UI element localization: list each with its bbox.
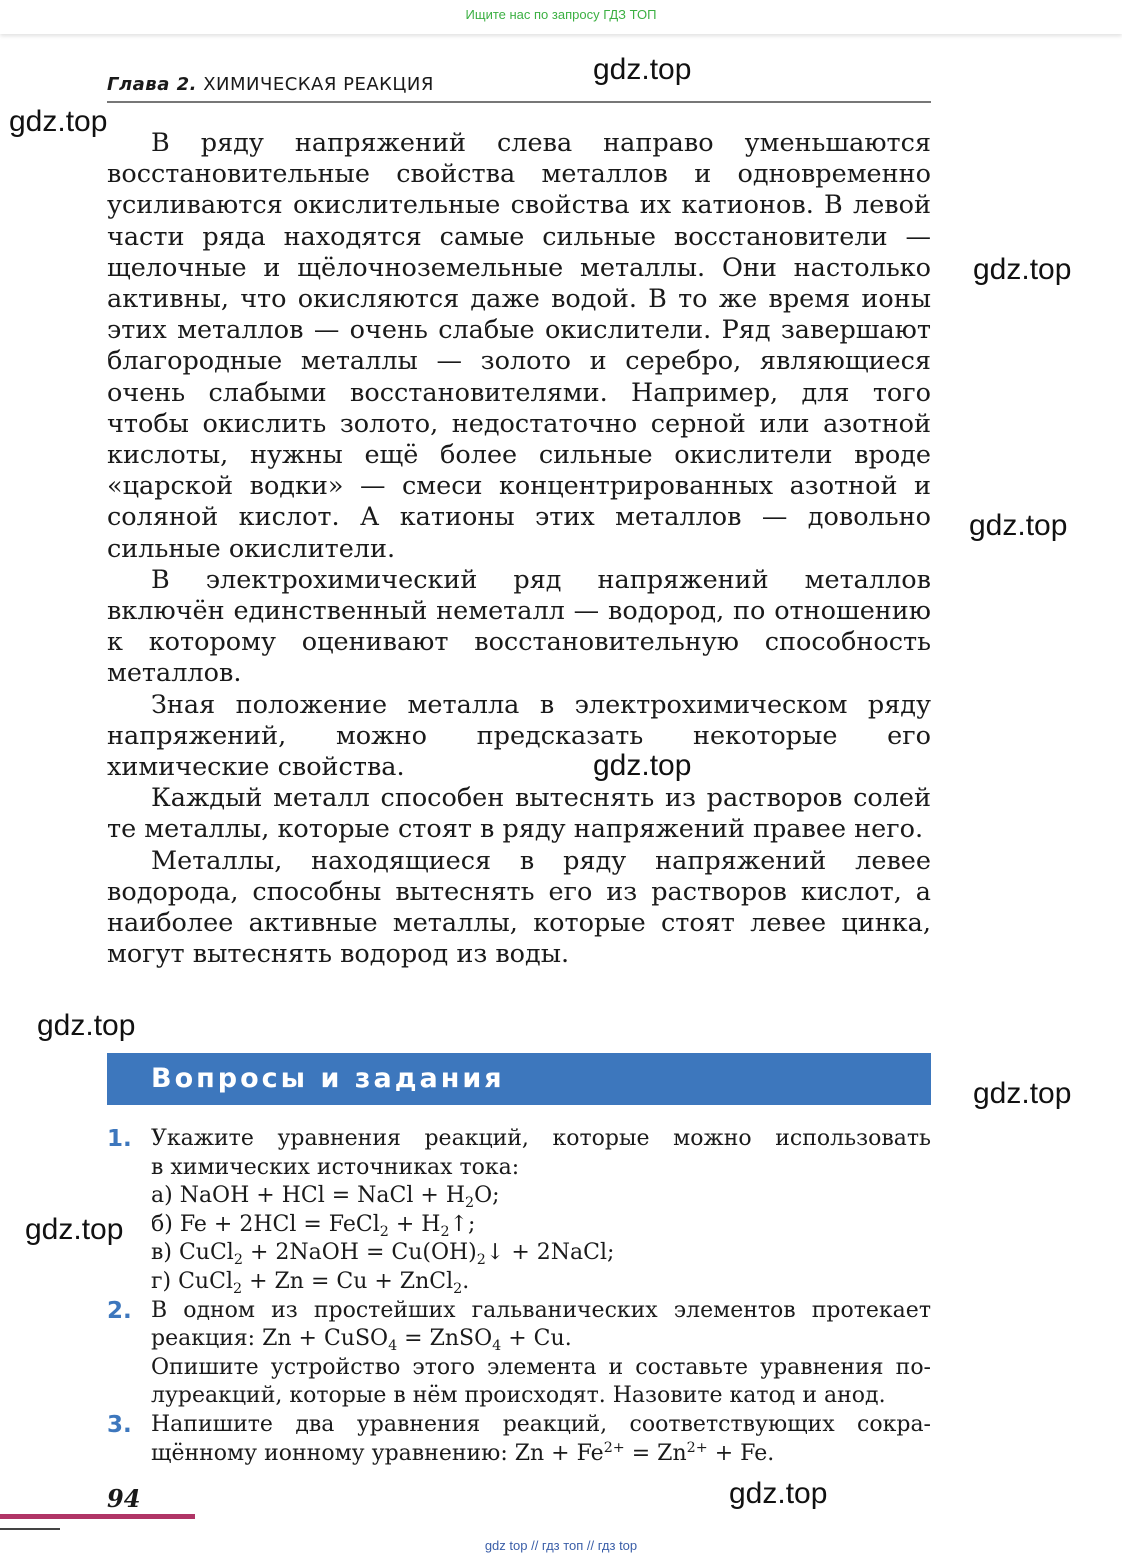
question-1 <box>107 1125 931 1297</box>
watermark: gdz.top <box>973 253 1072 286</box>
paragraph: В ряду напряжений слева направо уменьшаются восстановительные свойства металлов и одновременно усиливаются окислительные свойства их катионов. В левой части ряда находятся самые сильные восстановители — щелочные и щёлочноземельные металлы. Они настолько активны, что окисляются даже водой. В то же время ионы этих металлов — очень слабые окислители. Ряд завершают благородные металлы — золото и серебро, являющиеся очень слабыми восстановителями. Например, для того чтобы окислить золото, недостаточно серной или азотной кислоты, нужны ещё более сильные окислители вроде «царской водки» — смеси концентрированных азотной и соляной кислот. А катионы этих металлов — довольно сильные окислители. <box>107 128 931 564</box>
paragraph: В электрохимический ряд напряжений металлов включён единственный неметалл — водород, по отношению к которому оценивают восстановительную способность металлов. <box>107 564 931 689</box>
question-number: 3. <box>107 1411 132 1438</box>
question-2 <box>107 1297 931 1411</box>
question-3 <box>107 1411 931 1468</box>
watermark: gdz.top <box>25 1213 124 1246</box>
question-text: Укажите уравнения реакций, которые можно использовать <box>151 1126 931 1151</box>
paragraph: Металлы, находящиеся в ряду напряжений левее водорода, способны вытеснять его из растворов кислот, а наиболее активные металлы, которые стоят левее цинка, могут вытеснять водород из воды. <box>107 845 931 970</box>
watermark: gdz.top <box>593 53 692 86</box>
answer-option-b: б) Fe + 2HCl = FeCl$_2$ + $H_2↑$; <box>151 1211 476 1240</box>
paragraph: Зная положение металла в электрохимическом ряду напряжений, можно предсказать некоторые его химические свойства. <box>107 689 931 783</box>
answer-option-a: а) NaOH + HCl = NaCl + $H_2O$; <box>151 1183 500 1212</box>
question-text: луреакций, которые в нём происходят. Назовите катод и анод. <box>151 1383 886 1409</box>
page-accent-line <box>0 1528 60 1530</box>
page-number: 94 <box>107 1484 141 1513</box>
question-number: 1. <box>107 1126 132 1152</box>
watermark: gdz.top <box>9 105 108 138</box>
watermark: gdz.top <box>729 1477 828 1510</box>
question-equation: щённому ионному уравнению: $Zn + Fe^{2+} = Zn^{2+} + Fe$. <box>151 1439 775 1466</box>
watermark: gdz.top <box>969 509 1068 542</box>
question-text: Напишите два уравнения реакций, соответствующих сокра- <box>151 1411 931 1437</box>
question-number: 2. <box>107 1297 132 1324</box>
top-banner-text: Ищите нас по запросу ГДЗ ТОП <box>465 7 657 22</box>
question-equation: реакция: Zn + CuSO$_4$ = ZnSO$_4$ + Cu. <box>151 1326 572 1355</box>
chapter-divider <box>107 101 931 103</box>
questions-list <box>107 1125 931 1468</box>
chapter-title: ХИМИЧЕСКАЯ РЕАКЦИЯ <box>203 74 434 95</box>
watermark: gdz.top <box>37 1009 136 1042</box>
footer-text: gdz top // гдз топ // гдз top <box>484 1538 638 1553</box>
chapter-label: Глава 2. <box>107 74 197 95</box>
paragraph: Каждый металл способен вытеснять из растворов солей те металлы, которые стоят в ряду напряжений правее него. <box>107 783 931 845</box>
answer-option-c: в) CuCl$_2$ + 2NaOH = $Cu(OH)_2↓$ + 2NaCl; <box>151 1240 615 1269</box>
body-text <box>107 128 931 970</box>
answer-option-d: г) CuCl$_2$ + Zn = Cu + ZnCl$_2$. <box>151 1268 470 1297</box>
watermark: gdz.top <box>973 1077 1072 1110</box>
section-title: Вопросы и задания <box>151 1063 505 1094</box>
question-text: В одном из простейших гальванических элементов протекает <box>151 1297 931 1323</box>
page-accent-bar <box>0 1514 195 1519</box>
chapter-header <box>107 74 931 95</box>
question-text: Опишите устройство этого элемента и составьте уравнения по- <box>151 1354 931 1380</box>
top-banner <box>0 0 1122 34</box>
watermark: gdz.top <box>593 749 692 782</box>
question-text: в химических источниках тока: <box>151 1154 520 1180</box>
section-banner <box>107 1053 931 1105</box>
